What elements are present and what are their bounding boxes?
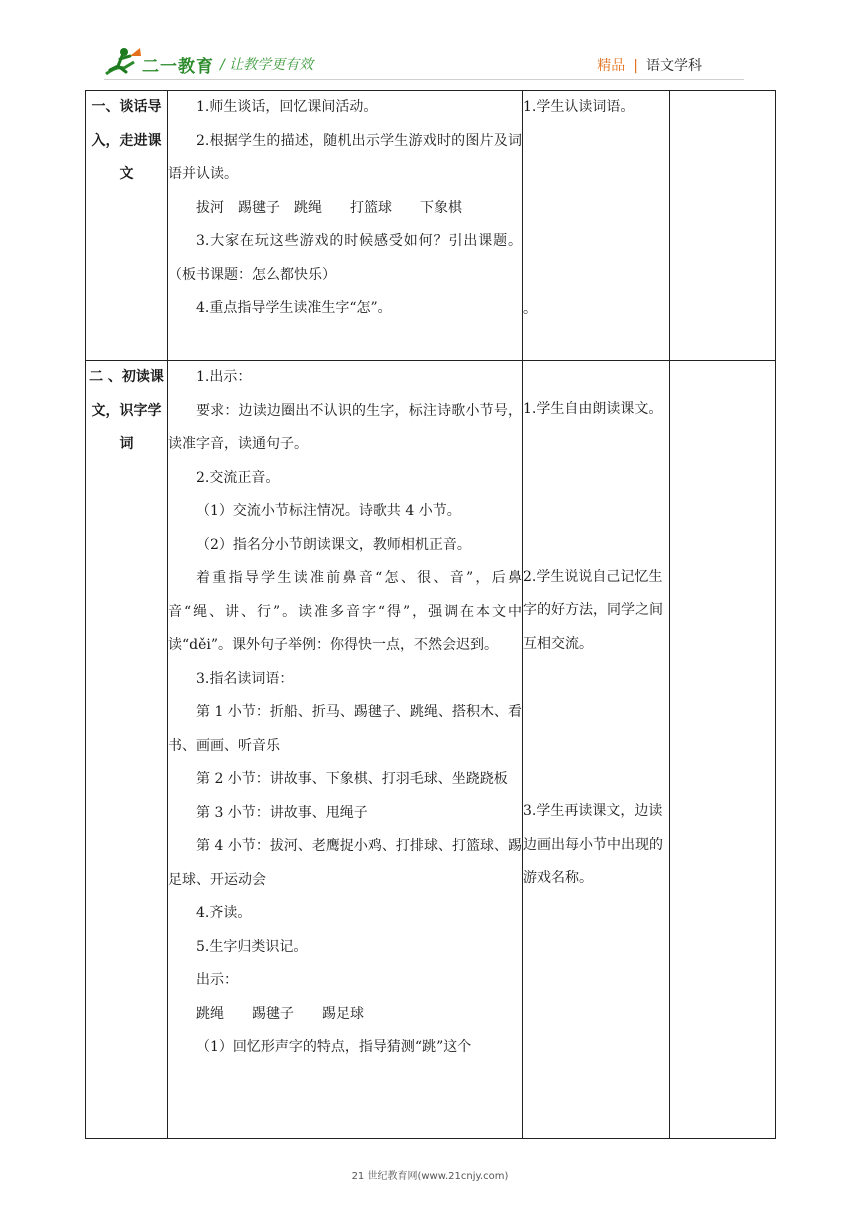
spacer bbox=[523, 125, 669, 293]
teacher-substep: （2）指名分小节朗读课文，教师相机正音。 bbox=[196, 536, 471, 553]
blank-cell bbox=[670, 91, 776, 361]
header-subject bbox=[597, 55, 702, 75]
teacher-step: 第 1 小节：折船、折马、踢毽子、跳绳、搭积木、看书、画画、听音乐 bbox=[168, 704, 522, 754]
teacher-step: 5.生字归类识记。 bbox=[196, 938, 308, 955]
spacer bbox=[523, 661, 669, 795]
student-step: 1.学生自由朗读课文。 bbox=[523, 401, 663, 417]
teacher-activity-cell bbox=[168, 91, 523, 361]
teacher-step: 1.出示： bbox=[196, 369, 252, 385]
student-step: 。 bbox=[523, 300, 537, 317]
spacer bbox=[523, 427, 669, 561]
teacher-substep: （1）回忆形声字的特点，指导猜测“跳”这个 bbox=[196, 1039, 472, 1055]
teacher-substep: （1）交流小节标注情况。诗歌共 4 小节。 bbox=[196, 503, 461, 519]
brand-logo bbox=[104, 44, 364, 84]
student-step: 1.学生认读词语。 bbox=[523, 99, 635, 115]
teacher-step: 第 4 小节：拔河、老鹰捉小鸡、打排球、打篮球、踢足球、开运动会 bbox=[168, 838, 522, 888]
student-activity-cell bbox=[523, 91, 670, 361]
header-divider bbox=[104, 79, 744, 80]
spacer bbox=[523, 361, 669, 393]
teacher-step: 2.根据学生的描述，随机出示学生游戏时的图片及词语并认读。 bbox=[168, 132, 522, 182]
student-step: 3.学生再读课文，边读边画出每小节中出现的游戏名称。 bbox=[523, 803, 663, 886]
student-step: 2.学生说说自己记忆生字的好方法，同学之间互相交流。 bbox=[523, 568, 663, 652]
teacher-step: 4.齐读。 bbox=[196, 905, 252, 921]
header-separator: | bbox=[633, 58, 638, 74]
quality-label: 精品 bbox=[597, 58, 626, 74]
page-footer: 21 世纪教育网(www.21cnjy.com) bbox=[351, 1171, 509, 1182]
subject-label: 语文学科 bbox=[646, 58, 702, 74]
word-list: 跳绳 踢毽子 踢足球 bbox=[196, 1005, 364, 1022]
runner-logo-icon bbox=[104, 44, 144, 80]
page-header bbox=[0, 0, 860, 86]
teacher-step: 第 2 小节：讲故事、下象棋、打羽毛球、坐跷跷板 bbox=[196, 771, 508, 787]
lesson-plan-table bbox=[85, 90, 776, 1139]
logo-name: 二一教育 bbox=[142, 57, 214, 77]
teacher-step: 3.指名读词语： bbox=[196, 670, 294, 687]
table-row bbox=[86, 91, 776, 361]
stage-cell: 二 、初读课文，识字学词 bbox=[86, 361, 168, 1139]
teacher-activity-cell bbox=[168, 361, 523, 1139]
teacher-step: 2.交流正音。 bbox=[196, 469, 280, 486]
blank-cell bbox=[670, 361, 776, 1139]
student-activity-cell bbox=[523, 361, 670, 1139]
teacher-step: 要求：边读边圈出不认识的生字，标注诗歌小节号，读准字音，读通句子。 bbox=[168, 402, 522, 452]
teacher-step: 3.大家在玩这些游戏的时候感受如何？引出课题。（板书课题：怎么都快乐） bbox=[168, 233, 522, 283]
teacher-step: 出示： bbox=[196, 972, 238, 988]
logo-slogan: / 让教学更有效 bbox=[220, 57, 314, 73]
teacher-step: 4.重点指导学生读准生字“怎”。 bbox=[196, 300, 392, 316]
teacher-step: 第 3 小节：讲故事、甩绳子 bbox=[196, 804, 368, 821]
stage-cell: 一、谈话导入，走进课文 bbox=[86, 91, 168, 361]
table-row bbox=[86, 361, 776, 1139]
teacher-step: 1.师生谈话，回忆课间活动。 bbox=[196, 99, 378, 115]
word-list: 拔河 踢毽子 跳绳 打篮球 下象棋 bbox=[196, 199, 462, 216]
teacher-step: 着重指导学生读准前鼻音“怎、很、音”，后鼻音“绳、讲、行”。读准多音字“得”，强调在本文中读“děi”。课外句子举例：你得快一点，不然会迟到。 bbox=[168, 570, 522, 653]
